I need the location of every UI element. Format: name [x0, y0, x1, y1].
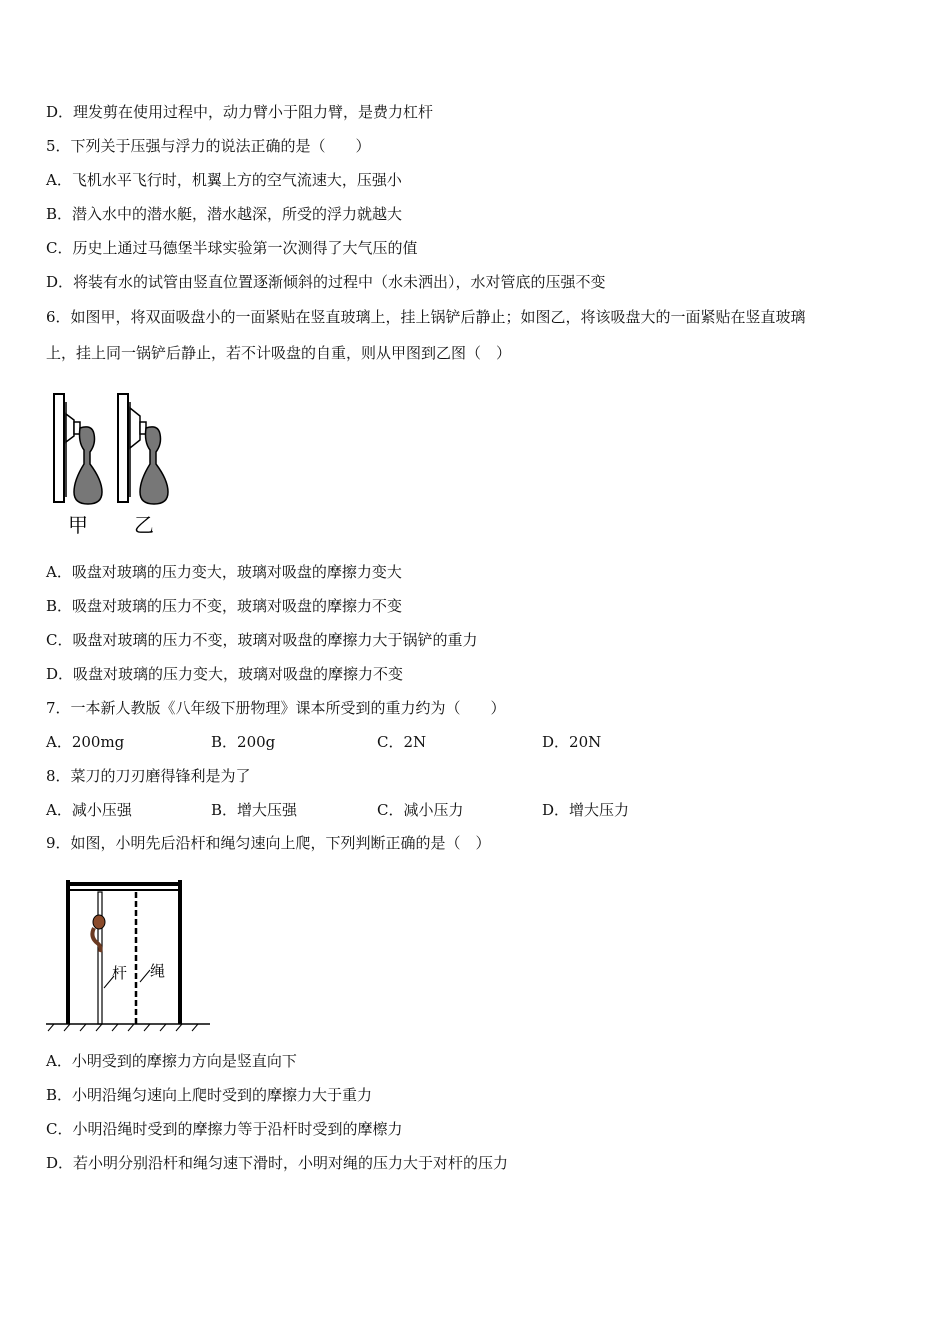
- q6-option-c: C．吸盘对玻璃的压力不变，玻璃对吸盘的摩擦力大于锅铲的重力: [46, 631, 478, 649]
- q8-option-d: D．增大压力: [542, 801, 630, 819]
- q5-option-b: B．潜入水中的潜水艇，潜水越深，所受的浮力就越大: [46, 205, 403, 223]
- figure-label-jia: 甲: [68, 513, 88, 537]
- q9-option-b: B．小明沿绳匀速向上爬时受到的摩擦力大于重力: [46, 1086, 373, 1104]
- figure-label-yi: 乙: [134, 513, 154, 537]
- q8-option-b: B．增大压强: [211, 801, 298, 819]
- q5-option-a: A．飞机水平飞行时，机翼上方的空气流速大，压强小: [46, 171, 402, 189]
- q7-stem: 7．一本新人教版《八年级下册物理》课本所受到的重力约为（ ）: [46, 699, 506, 717]
- q9-option-a: A．小明受到的摩擦力方向是竖直向下: [46, 1052, 297, 1070]
- q8-option-a: A．减小压强: [46, 801, 132, 819]
- q7-option-a: A．200mg: [46, 733, 125, 751]
- q5-option-c: C．历史上通过马德堡半球实验第一次测得了大气压的值: [46, 239, 418, 257]
- q7-option-d: D．20N: [542, 733, 602, 751]
- figure-label-rope: 绳: [150, 962, 166, 980]
- q6-option-b: B．吸盘对玻璃的压力不变，玻璃对吸盘的摩擦力不变: [46, 597, 403, 615]
- q9-option-c: C．小明沿绳时受到的摩擦力等于沿杆时受到的摩檫力: [46, 1120, 403, 1138]
- figure-label-pole: 杆: [112, 964, 128, 982]
- q9-figure: [44, 876, 214, 1036]
- q6-stem-line2: 上，挂上同一锅铲后静止，若不计吸盘的自重，则从甲图到乙图（ ）: [46, 344, 512, 362]
- q5-option-d: D．将装有水的试管由竖直位置逐渐倾斜的过程中（水未洒出），水对管底的压强不变: [46, 273, 606, 291]
- q9-option-d: D．若小明分别沿杆和绳匀速下滑时，小明对绳的压力大于对杆的压力: [46, 1154, 509, 1172]
- q7-option-c: C．2N: [377, 733, 427, 751]
- q6-figure: [50, 392, 175, 537]
- q6-option-a: A．吸盘对玻璃的压力变大，玻璃对吸盘的摩擦力变大: [46, 563, 402, 581]
- q6-stem-line1: 6．如图甲，将双面吸盘小的一面紧贴在竖直玻璃上，挂上锅铲后静止；如图乙，将该吸盘大的一面紧贴在竖直玻璃: [46, 308, 806, 326]
- q8-stem: 8．菜刀的刀刃磨得锋利是为了: [46, 767, 251, 785]
- q8-option-c: C．减小压力: [377, 801, 464, 819]
- q4-option-d: D．理发剪在使用过程中，动力臂小于阻力臂，是费力杠杆: [46, 103, 434, 121]
- q7-option-b: B．200g: [211, 733, 276, 751]
- q9-stem: 9．如图，小明先后沿杆和绳匀速向上爬，下列判断正确的是（ ）: [46, 834, 491, 852]
- q6-option-d: D．吸盘对玻璃的压力变大，玻璃对吸盘的摩擦力不变: [46, 665, 404, 683]
- q5-stem: 5．下列关于压强与浮力的说法正确的是（ ）: [46, 137, 371, 155]
